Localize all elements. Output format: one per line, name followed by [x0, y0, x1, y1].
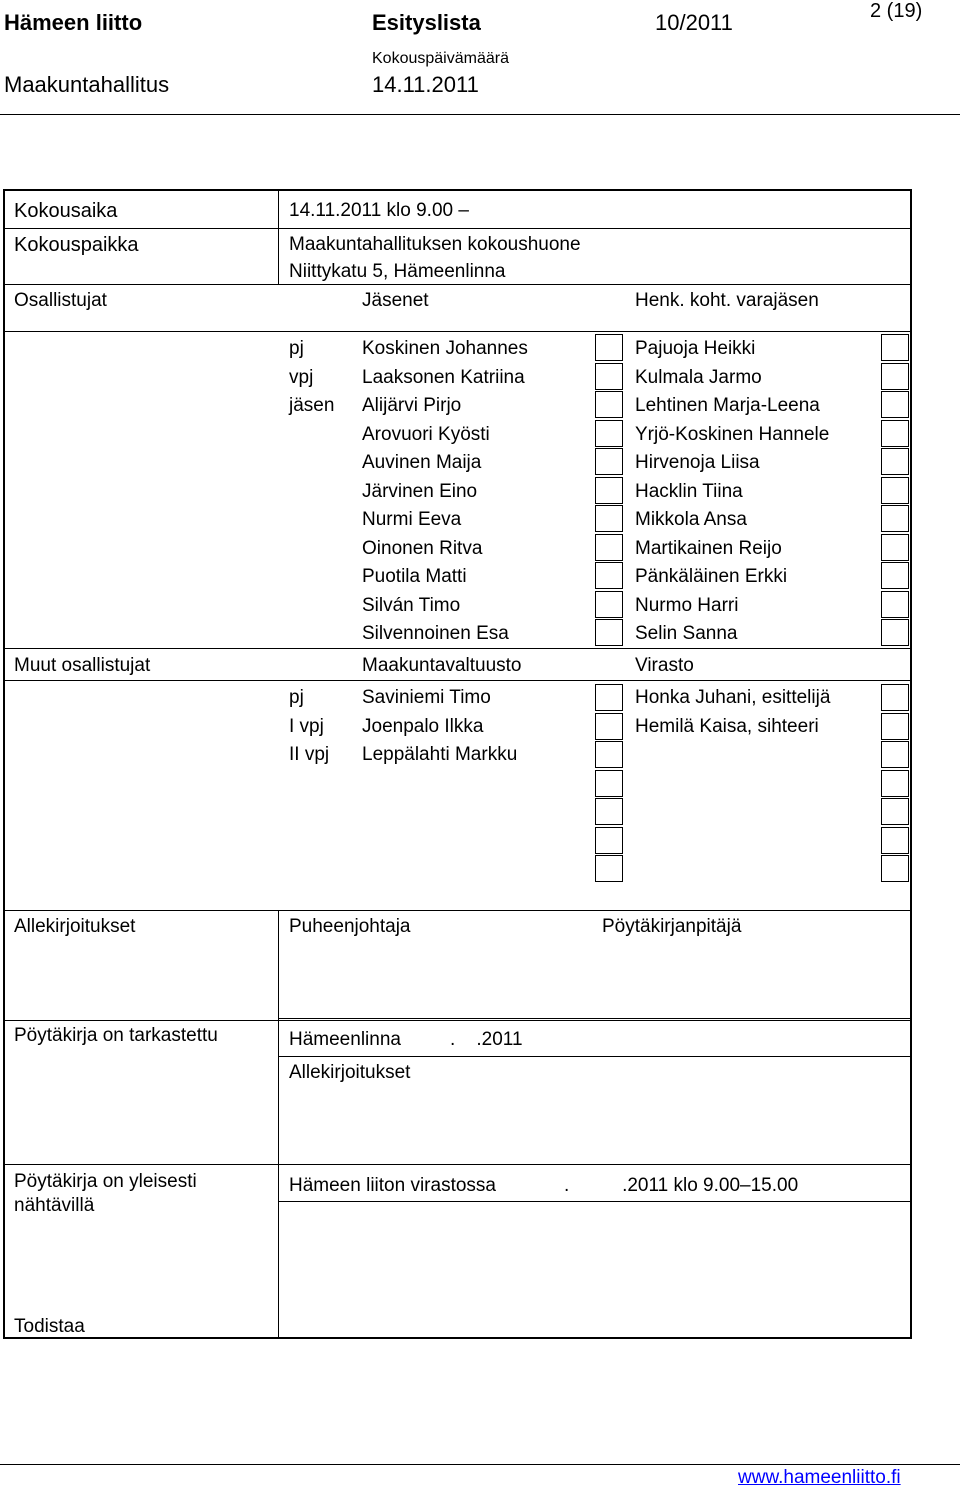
member-attendance-checkbox[interactable]: [595, 534, 623, 561]
deputy-attendance-checkbox[interactable]: [881, 591, 909, 618]
council-member-name: Saviniemi Timo: [362, 687, 491, 708]
deputy-attendance-checkbox[interactable]: [881, 562, 909, 589]
role-label: II vpj: [289, 744, 330, 765]
deputy-attendance-checkbox[interactable]: [881, 477, 909, 504]
meeting-place-label: Kokouspaikka: [14, 234, 139, 256]
council-attendance-checkbox[interactable]: [595, 713, 623, 740]
member-name: Auvinen Maija: [362, 452, 482, 473]
signatures-label: Allekirjoitukset: [14, 916, 136, 937]
deputy-attendance-checkbox[interactable]: [881, 534, 909, 561]
checked-label: Pöytäkirja on tarkastettu: [14, 1025, 218, 1046]
website-link[interactable]: www.hameenliitto.fi: [738, 1467, 901, 1488]
others-label: Muut osallistujat: [14, 655, 151, 676]
chair-label: Puheenjohtaja: [289, 916, 411, 937]
deputy-name: Martikainen Reijo: [635, 537, 782, 559]
member-attendance-checkbox[interactable]: [595, 562, 623, 589]
office-attendance-checkbox[interactable]: [881, 770, 909, 797]
org-name: Hämeen liitto: [4, 10, 143, 35]
deputy-name: Nurmo Harri: [635, 594, 739, 616]
deputy-name: Mikkola Ansa: [635, 509, 747, 530]
meeting-place-line2: Niittykatu 5, Hämeenlinna: [289, 261, 506, 282]
certify-label: Todistaa: [14, 1316, 85, 1337]
member-name: Järvinen Eino: [362, 480, 478, 502]
deputy-name: Pänkäläinen Erkki: [635, 566, 788, 587]
council-attendance-checkbox[interactable]: [595, 684, 623, 711]
member-name: Laaksonen Katriina: [362, 366, 525, 388]
office-member-name: Hemilä Kaisa, sihteeri: [635, 715, 819, 737]
checked-place: Hämeenlinna: [289, 1029, 401, 1050]
footer-rule: [0, 1464, 960, 1465]
public-label-2: nähtävillä: [14, 1195, 95, 1216]
deputy-attendance-checkbox[interactable]: [881, 505, 909, 532]
role-label: pj: [289, 687, 304, 708]
member-name: Arovuori Kyösti: [362, 423, 490, 445]
member-attendance-checkbox[interactable]: [595, 448, 623, 475]
deputy-name: Hacklin Tiina: [635, 480, 743, 502]
member-attendance-checkbox[interactable]: [595, 420, 623, 447]
role-label: I vpj: [289, 715, 324, 737]
office-header: Virasto: [635, 655, 694, 676]
member-name: Silvennoinen Esa: [362, 623, 509, 644]
deputy-attendance-checkbox[interactable]: [881, 363, 909, 390]
office-attendance-checkbox[interactable]: [881, 827, 909, 854]
public-date: . .2011 klo 9.00–15.00: [564, 1175, 799, 1196]
header-rule: [0, 114, 960, 115]
council-header: Maakuntavaltuusto: [362, 655, 522, 676]
deputy-attendance-checkbox[interactable]: [881, 334, 909, 361]
meeting-place-line1: Maakuntahallituksen kokoushuone: [289, 234, 581, 255]
member-name: Silván Timo: [362, 594, 461, 616]
deputy-name: Kulmala Jarmo: [635, 366, 762, 388]
office-member-name: Honka Juhani, esittelijä: [635, 687, 831, 708]
member-name: Puotila Matti: [362, 566, 467, 587]
public-label-1: Pöytäkirja on yleisesti: [14, 1171, 197, 1192]
role-label: jäsen: [289, 395, 335, 416]
member-name: Nurmi Eeva: [362, 509, 462, 530]
member-name: Oinonen Ritva: [362, 537, 483, 559]
doc-type: Esityslista: [372, 10, 481, 35]
member-attendance-checkbox[interactable]: [595, 505, 623, 532]
council-attendance-checkbox[interactable]: [595, 741, 623, 768]
office-attendance-checkbox[interactable]: [881, 684, 909, 711]
deputy-attendance-checkbox[interactable]: [881, 420, 909, 447]
role-label: pj: [289, 338, 304, 359]
members-header: Jäsenet: [362, 290, 429, 311]
deputy-attendance-checkbox[interactable]: [881, 448, 909, 475]
deputy-attendance-checkbox[interactable]: [881, 619, 909, 646]
member-attendance-checkbox[interactable]: [595, 334, 623, 361]
office-attendance-checkbox[interactable]: [881, 741, 909, 768]
council-attendance-checkbox[interactable]: [595, 855, 623, 882]
meeting-time-label: Kokousaika: [14, 200, 118, 222]
deputy-name: Hirvenoja Liisa: [635, 452, 760, 473]
member-name: Koskinen Johannes: [362, 338, 528, 359]
member-attendance-checkbox[interactable]: [595, 619, 623, 646]
office-attendance-checkbox[interactable]: [881, 855, 909, 882]
meeting-time-value: 14.11.2011 klo 9.00 –: [289, 200, 469, 221]
checked-signatures: Allekirjoitukset: [289, 1062, 411, 1083]
participants-label: Osallistujat: [14, 290, 107, 311]
member-attendance-checkbox[interactable]: [595, 477, 623, 504]
council-attendance-checkbox[interactable]: [595, 798, 623, 825]
council-member-name: Joenpalo Ilkka: [362, 715, 484, 737]
member-attendance-checkbox[interactable]: [595, 591, 623, 618]
deputy-name: Pajuoja Heikki: [635, 338, 756, 359]
checked-date: . .2011: [450, 1029, 523, 1050]
member-name: Alijärvi Pirjo: [362, 395, 462, 416]
council-attendance-checkbox[interactable]: [595, 827, 623, 854]
deputy-name: Lehtinen Marja-Leena: [635, 395, 820, 416]
date-label: Kokouspäivämäärä: [372, 50, 509, 67]
page-number: 2 (19): [870, 0, 923, 22]
meeting-date: 14.11.2011: [372, 72, 479, 97]
body-name: Maakuntahallitus: [4, 72, 170, 97]
deputies-header: Henk. koht. varajäsen: [635, 290, 819, 311]
doc-number: 10/2011: [655, 10, 733, 35]
deputy-attendance-checkbox[interactable]: [881, 391, 909, 418]
role-label: vpj: [289, 366, 314, 388]
office-attendance-checkbox[interactable]: [881, 713, 909, 740]
council-attendance-checkbox[interactable]: [595, 770, 623, 797]
member-attendance-checkbox[interactable]: [595, 391, 623, 418]
council-member-name: Leppälahti Markku: [362, 744, 518, 765]
deputy-name: Yrjö-Koskinen Hannele: [635, 423, 830, 445]
deputy-name: Selin Sanna: [635, 623, 738, 644]
secretary-label: Pöytäkirjanpitäjä: [602, 916, 742, 937]
public-place: Hämeen liiton virastossa: [289, 1175, 496, 1196]
office-attendance-checkbox[interactable]: [881, 798, 909, 825]
member-attendance-checkbox[interactable]: [595, 363, 623, 390]
